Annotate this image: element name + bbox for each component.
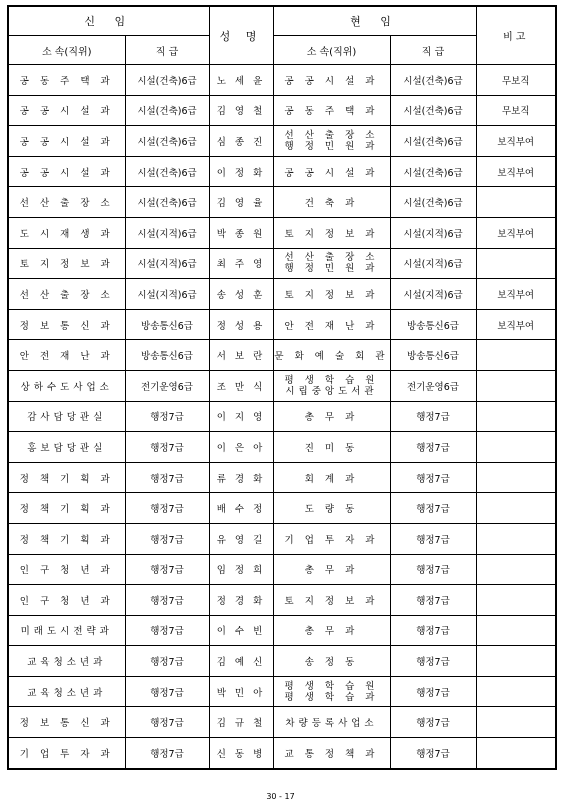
name-cell: 서 보 란 bbox=[209, 340, 273, 371]
current-grade-cell: 시설(건축)6급 bbox=[390, 95, 476, 126]
current-dept-cell: 문 화 예 술 회 관 bbox=[273, 340, 390, 371]
new-grade-cell: 시설(지적)6급 bbox=[125, 279, 209, 310]
note-cell bbox=[476, 370, 556, 401]
current-grade-cell: 시설(지적)6급 bbox=[390, 217, 476, 248]
new-dept-cell: 미래도시전략과 bbox=[8, 615, 125, 646]
new-dept-cell: 정 보 통 신 과 bbox=[8, 707, 125, 738]
new-grade-cell: 행정7급 bbox=[125, 432, 209, 463]
name-cell: 이 수 빈 bbox=[209, 615, 273, 646]
name-cell: 김 예 신 bbox=[209, 646, 273, 677]
table-row bbox=[8, 126, 556, 157]
new-dept-cell: 기 업 투 자 과 bbox=[8, 738, 125, 769]
note-cell: 보직부여 bbox=[476, 309, 556, 340]
current-dept-line: 시립중앙도서관 bbox=[285, 385, 378, 397]
new-grade-cell: 행정7급 bbox=[125, 554, 209, 585]
current-dept-line: 평 생 학 습 과 bbox=[284, 691, 379, 703]
new-grade-cell: 시설(지적)6급 bbox=[125, 248, 209, 279]
current-dept-cell: 공 동 주 택 과 bbox=[273, 95, 390, 126]
table-row bbox=[8, 187, 556, 218]
current-grade-cell: 행정7급 bbox=[390, 738, 476, 769]
current-dept-line: 행 정 민 원 과 bbox=[284, 263, 379, 275]
current-dept-line: 행 정 민 원 과 bbox=[284, 140, 379, 152]
header-new-position: 신 임 bbox=[8, 6, 209, 36]
note-cell bbox=[476, 738, 556, 769]
current-dept-cell bbox=[273, 126, 390, 157]
note-cell: 무보직 bbox=[476, 65, 556, 96]
table-row bbox=[8, 523, 556, 554]
note-cell bbox=[476, 523, 556, 554]
new-grade-cell: 행정7급 bbox=[125, 401, 209, 432]
current-grade-cell: 행정7급 bbox=[390, 585, 476, 616]
note-cell bbox=[476, 248, 556, 279]
current-dept-cell: 교 통 정 책 과 bbox=[273, 738, 390, 769]
current-dept-cell: 차량등록사업소 bbox=[273, 707, 390, 738]
table-row bbox=[8, 156, 556, 187]
name-cell: 이 은 아 bbox=[209, 432, 273, 463]
name-cell: 류 경 화 bbox=[209, 462, 273, 493]
current-dept-cell: 건 축 과 bbox=[273, 187, 390, 218]
current-dept-cell: 송 정 동 bbox=[273, 646, 390, 677]
current-dept-cell: 공 공 시 설 과 bbox=[273, 156, 390, 187]
new-grade-cell: 행정7급 bbox=[125, 615, 209, 646]
table-row bbox=[8, 615, 556, 646]
name-cell: 김 규 철 bbox=[209, 707, 273, 738]
note-cell bbox=[476, 646, 556, 677]
current-dept-cell: 총 무 과 bbox=[273, 615, 390, 646]
new-grade-cell: 방송통신6급 bbox=[125, 340, 209, 371]
new-grade-cell: 행정7급 bbox=[125, 585, 209, 616]
header-current-grade: 직 급 bbox=[390, 36, 476, 65]
new-dept-cell: 정 책 기 획 과 bbox=[8, 493, 125, 524]
table-row bbox=[8, 432, 556, 463]
personnel-document bbox=[7, 5, 555, 770]
new-dept-cell: 선 산 출 장 소 bbox=[8, 187, 125, 218]
name-cell: 이 지 영 bbox=[209, 401, 273, 432]
current-grade-cell: 행정7급 bbox=[390, 401, 476, 432]
new-grade-cell: 행정7급 bbox=[125, 707, 209, 738]
new-grade-cell: 행정7급 bbox=[125, 676, 209, 707]
note-cell bbox=[476, 493, 556, 524]
current-grade-cell: 방송통신6급 bbox=[390, 309, 476, 340]
current-grade-cell: 행정7급 bbox=[390, 615, 476, 646]
page-number: 30 - 17 bbox=[266, 792, 295, 801]
header-new-grade: 직 급 bbox=[125, 36, 209, 65]
name-cell: 김 영 철 bbox=[209, 95, 273, 126]
current-dept-cell: 회 계 과 bbox=[273, 462, 390, 493]
new-dept-cell: 감사담당관실 bbox=[8, 401, 125, 432]
table-row bbox=[8, 462, 556, 493]
current-dept-cell: 총 무 과 bbox=[273, 401, 390, 432]
new-dept-cell: 토 지 정 보 과 bbox=[8, 248, 125, 279]
new-dept-cell: 안 전 재 난 과 bbox=[8, 340, 125, 371]
table-row bbox=[8, 401, 556, 432]
new-dept-cell: 교육청소년과 bbox=[8, 676, 125, 707]
current-dept-cell bbox=[273, 370, 390, 401]
table-row bbox=[8, 279, 556, 310]
note-cell bbox=[476, 615, 556, 646]
current-grade-cell: 시설(지적)6급 bbox=[390, 279, 476, 310]
new-dept-cell: 교육청소년과 bbox=[8, 646, 125, 677]
table-row bbox=[8, 217, 556, 248]
table-row bbox=[8, 340, 556, 371]
current-grade-cell: 행정7급 bbox=[390, 676, 476, 707]
note-cell bbox=[476, 585, 556, 616]
new-grade-cell: 행정7급 bbox=[125, 493, 209, 524]
name-cell: 신 동 병 bbox=[209, 738, 273, 769]
name-cell: 정 경 화 bbox=[209, 585, 273, 616]
header-current-dept: 소 속(직위) bbox=[273, 36, 390, 65]
new-grade-cell: 시설(건축)6급 bbox=[125, 65, 209, 96]
new-grade-cell: 행정7급 bbox=[125, 738, 209, 769]
current-dept-cell: 기 업 투 자 과 bbox=[273, 523, 390, 554]
table-row bbox=[8, 309, 556, 340]
current-grade-cell: 방송통신6급 bbox=[390, 340, 476, 371]
new-grade-cell: 행정7급 bbox=[125, 462, 209, 493]
table-row bbox=[8, 370, 556, 401]
current-grade-cell: 전기운영6급 bbox=[390, 370, 476, 401]
new-grade-cell: 시설(건축)6급 bbox=[125, 95, 209, 126]
new-dept-cell: 공 공 시 설 과 bbox=[8, 126, 125, 157]
header-new-dept: 소 속(직위) bbox=[8, 36, 125, 65]
note-cell bbox=[476, 707, 556, 738]
table-row bbox=[8, 585, 556, 616]
current-dept-cell: 총 무 과 bbox=[273, 554, 390, 585]
table-row bbox=[8, 676, 556, 707]
note-cell bbox=[476, 432, 556, 463]
name-cell: 김 영 율 bbox=[209, 187, 273, 218]
current-dept-cell: 도 량 동 bbox=[273, 493, 390, 524]
current-grade-cell: 행정7급 bbox=[390, 554, 476, 585]
current-grade-cell: 행정7급 bbox=[390, 646, 476, 677]
new-dept-cell: 정 책 기 획 과 bbox=[8, 523, 125, 554]
note-cell: 보직부여 bbox=[476, 217, 556, 248]
new-grade-cell: 방송통신6급 bbox=[125, 309, 209, 340]
name-cell: 박 종 원 bbox=[209, 217, 273, 248]
new-dept-cell: 선 산 출 장 소 bbox=[8, 279, 125, 310]
name-cell: 최 주 영 bbox=[209, 248, 273, 279]
new-dept-cell: 공 공 시 설 과 bbox=[8, 156, 125, 187]
current-dept-line: 선 산 출 장 소 bbox=[284, 252, 379, 264]
new-grade-cell: 행정7급 bbox=[125, 523, 209, 554]
new-grade-cell: 시설(건축)6급 bbox=[125, 156, 209, 187]
new-dept-cell: 공 동 주 택 과 bbox=[8, 65, 125, 96]
note-cell: 보직부여 bbox=[476, 126, 556, 157]
current-dept-cell: 안 전 재 난 과 bbox=[273, 309, 390, 340]
new-dept-cell: 정 보 통 신 과 bbox=[8, 309, 125, 340]
current-grade-cell: 시설(건축)6급 bbox=[390, 126, 476, 157]
current-grade-cell: 시설(지적)6급 bbox=[390, 248, 476, 279]
name-cell: 노 세 윤 bbox=[209, 65, 273, 96]
table-row bbox=[8, 493, 556, 524]
new-grade-cell: 시설(건축)6급 bbox=[125, 187, 209, 218]
current-dept-cell: 토 지 정 보 과 bbox=[273, 585, 390, 616]
name-cell: 조 만 식 bbox=[209, 370, 273, 401]
current-grade-cell: 행정7급 bbox=[390, 707, 476, 738]
table-row bbox=[8, 646, 556, 677]
new-grade-cell: 시설(지적)6급 bbox=[125, 217, 209, 248]
name-cell: 박 민 아 bbox=[209, 676, 273, 707]
new-dept-cell: 공 공 시 설 과 bbox=[8, 95, 125, 126]
table-row bbox=[8, 65, 556, 96]
new-grade-cell: 전기운영6급 bbox=[125, 370, 209, 401]
new-dept-cell: 홍보담당관실 bbox=[8, 432, 125, 463]
new-dept-cell: 정 책 기 획 과 bbox=[8, 462, 125, 493]
current-dept-cell bbox=[273, 676, 390, 707]
note-cell bbox=[476, 676, 556, 707]
note-cell bbox=[476, 462, 556, 493]
current-grade-cell: 시설(건축)6급 bbox=[390, 65, 476, 96]
table-row bbox=[8, 707, 556, 738]
note-cell bbox=[476, 340, 556, 371]
name-cell: 유 영 길 bbox=[209, 523, 273, 554]
note-cell: 보직부여 bbox=[476, 156, 556, 187]
new-dept-cell: 도 시 재 생 과 bbox=[8, 217, 125, 248]
table-header bbox=[8, 6, 556, 65]
new-dept-cell: 인 구 청 년 과 bbox=[8, 554, 125, 585]
current-dept-cell: 토 지 정 보 과 bbox=[273, 217, 390, 248]
new-dept-cell: 상하수도사업소 bbox=[8, 370, 125, 401]
name-cell: 이 정 화 bbox=[209, 156, 273, 187]
new-dept-cell: 인 구 청 년 과 bbox=[8, 585, 125, 616]
note-cell bbox=[476, 401, 556, 432]
note-cell: 무보직 bbox=[476, 95, 556, 126]
name-cell: 배 수 정 bbox=[209, 493, 273, 524]
table-row bbox=[8, 248, 556, 279]
header-note: 비고 bbox=[476, 6, 556, 65]
current-grade-cell: 행정7급 bbox=[390, 432, 476, 463]
current-dept-cell: 토 지 정 보 과 bbox=[273, 279, 390, 310]
note-cell bbox=[476, 187, 556, 218]
note-cell: 보직부여 bbox=[476, 279, 556, 310]
current-grade-cell: 시설(건축)6급 bbox=[390, 156, 476, 187]
current-dept-cell: 진 미 동 bbox=[273, 432, 390, 463]
table-row bbox=[8, 554, 556, 585]
header-name: 성 명 bbox=[209, 6, 273, 65]
personnel-table bbox=[7, 5, 557, 770]
current-dept-line: 평 생 학 습 원 bbox=[284, 680, 379, 692]
new-grade-cell: 시설(건축)6급 bbox=[125, 126, 209, 157]
current-grade-cell: 행정7급 bbox=[390, 493, 476, 524]
note-cell bbox=[476, 554, 556, 585]
table-body bbox=[8, 65, 556, 769]
name-cell: 정 성 용 bbox=[209, 309, 273, 340]
current-grade-cell: 시설(건축)6급 bbox=[390, 187, 476, 218]
current-grade-cell: 행정7급 bbox=[390, 523, 476, 554]
current-dept-cell: 공 공 시 설 과 bbox=[273, 65, 390, 96]
current-dept-cell bbox=[273, 248, 390, 279]
current-dept-line: 선 산 출 장 소 bbox=[284, 129, 379, 141]
table-row bbox=[8, 95, 556, 126]
name-cell: 임 정 희 bbox=[209, 554, 273, 585]
current-grade-cell: 행정7급 bbox=[390, 462, 476, 493]
header-current-position: 현 임 bbox=[273, 6, 476, 36]
name-cell: 송 성 훈 bbox=[209, 279, 273, 310]
name-cell: 심 종 진 bbox=[209, 126, 273, 157]
new-grade-cell: 행정7급 bbox=[125, 646, 209, 677]
table-row bbox=[8, 738, 556, 769]
current-dept-line: 평 생 학 습 원 bbox=[284, 374, 379, 386]
